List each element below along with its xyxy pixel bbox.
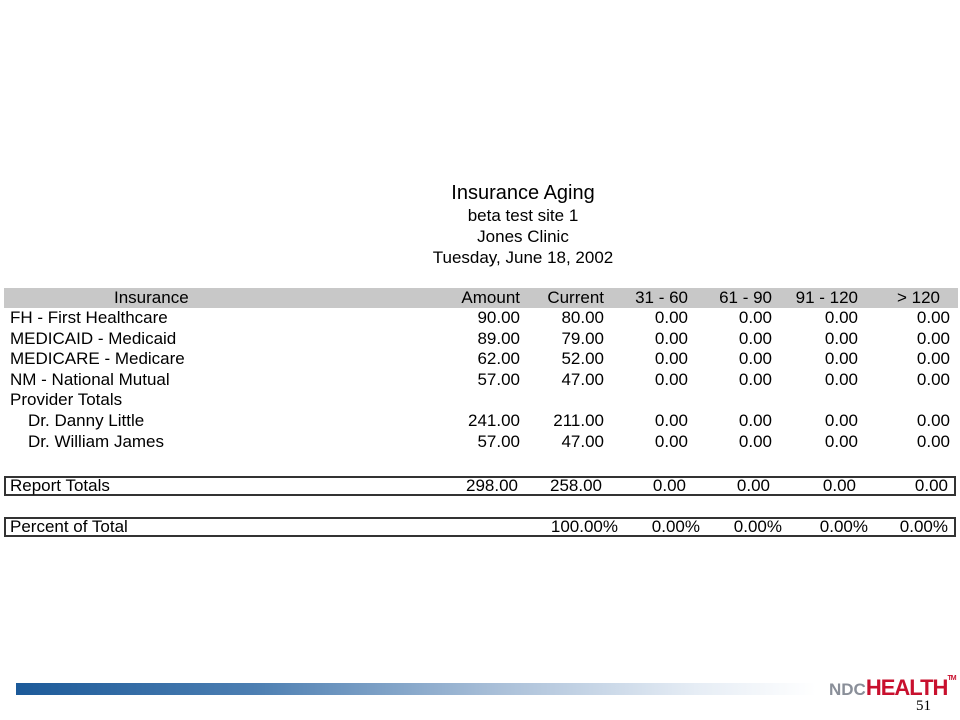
row-91-120: 0.00: [824, 349, 858, 369]
row-current: 47.00: [561, 369, 604, 389]
report-header: [0, 181, 960, 268]
report-totals-61-90: 0.00: [736, 476, 770, 495]
aging-table: [4, 288, 958, 452]
row-61-90: 0.00: [738, 349, 772, 369]
column-header-insurance: Insurance: [114, 288, 189, 307]
column-header-current: Current: [547, 288, 604, 307]
table-row: [4, 411, 958, 432]
row-name: FH - First Healthcare: [10, 308, 168, 327]
table-row: [4, 349, 958, 370]
table-row: [4, 370, 958, 391]
column-header-61-90: 61 - 90: [719, 288, 772, 307]
provider-totals-heading: [4, 390, 958, 411]
percent-61-90: 0.00%: [733, 517, 782, 536]
row-61-90: 0.00: [738, 328, 772, 348]
report-title: Insurance Aging: [451, 182, 595, 204]
row-31-60: 0.00: [654, 431, 688, 451]
provider-name: Dr. William James: [28, 431, 165, 451]
column-header-31-60: 31 - 60: [635, 288, 688, 307]
row-amount: 90.00: [477, 308, 520, 327]
column-header-amount: Amount: [461, 288, 520, 307]
page-number: 51: [916, 698, 931, 714]
row-current: 80.00: [561, 308, 604, 327]
row-91-120: 0.00: [824, 410, 858, 430]
row-name: NM - National Mutual: [10, 369, 170, 389]
report-totals-row: [6, 478, 954, 494]
column-header-over-120: > 120: [896, 288, 940, 307]
column-header-91-120: 91 - 120: [795, 288, 858, 307]
row-amount: 89.00: [477, 328, 520, 348]
percent-of-total-box: [4, 517, 956, 537]
row-amount: 241.00: [468, 410, 520, 430]
percent-current: 100.00%: [550, 517, 618, 536]
report-totals-91-120: 0.00: [822, 476, 856, 495]
report-date: Tuesday, June 18, 2002: [432, 248, 614, 267]
row-91-120: 0.00: [824, 328, 858, 348]
row-31-60: 0.00: [654, 308, 688, 327]
row-amount: 62.00: [477, 349, 520, 369]
report-subtitle: beta test site 1: [467, 206, 579, 225]
row-61-90: 0.00: [738, 369, 772, 389]
report-totals-over-120: 0.00: [914, 476, 948, 495]
provider-name: Dr. Danny Little: [28, 410, 145, 430]
row-over-120: 0.00: [916, 328, 950, 348]
table-row: [4, 432, 958, 453]
report-totals-31-60: 0.00: [652, 476, 686, 495]
row-31-60: 0.00: [654, 328, 688, 348]
row-over-120: 0.00: [916, 349, 950, 369]
row-61-90: 0.00: [738, 431, 772, 451]
row-name: MEDICAID - Medicaid: [10, 328, 177, 348]
percent-of-total-label: Percent of Total: [10, 517, 128, 536]
row-over-120: 0.00: [916, 308, 950, 327]
percent-31-60: 0.00%: [651, 517, 700, 536]
provider-totals-label: Provider Totals: [10, 390, 123, 410]
ndc-health-logo: NDCHEALTH™: [829, 675, 956, 700]
row-31-60: 0.00: [654, 369, 688, 389]
report-totals-box: [4, 476, 956, 496]
row-current: 211.00: [553, 410, 604, 430]
row-amount: 57.00: [477, 369, 520, 389]
footer-gradient-bar: [16, 683, 816, 695]
row-amount: 57.00: [477, 431, 520, 451]
percent-of-total-row: [6, 519, 954, 535]
row-91-120: 0.00: [824, 369, 858, 389]
row-91-120: 0.00: [824, 308, 858, 327]
row-61-90: 0.00: [738, 410, 772, 430]
table-row: [4, 329, 958, 350]
report-totals-current: 258.00: [550, 476, 602, 495]
row-31-60: 0.00: [654, 410, 688, 430]
row-current: 47.00: [561, 431, 604, 451]
table-row: [4, 308, 958, 329]
row-current: 52.00: [561, 349, 604, 369]
row-current: 79.00: [561, 328, 604, 348]
report-clinic: Jones Clinic: [477, 227, 569, 246]
report-totals-label: Report Totals: [10, 476, 110, 495]
percent-91-120: 0.00%: [819, 517, 868, 536]
table-header-row: [4, 288, 958, 308]
row-91-120: 0.00: [824, 431, 858, 451]
report-totals-amount: 298.00: [466, 476, 518, 495]
row-31-60: 0.00: [654, 349, 688, 369]
row-name: MEDICARE - Medicare: [10, 349, 185, 369]
row-over-120: 0.00: [916, 431, 950, 451]
row-61-90: 0.00: [738, 308, 772, 327]
row-over-120: 0.00: [916, 410, 950, 430]
percent-over-120: 0.00%: [899, 517, 948, 536]
row-over-120: 0.00: [916, 369, 950, 389]
